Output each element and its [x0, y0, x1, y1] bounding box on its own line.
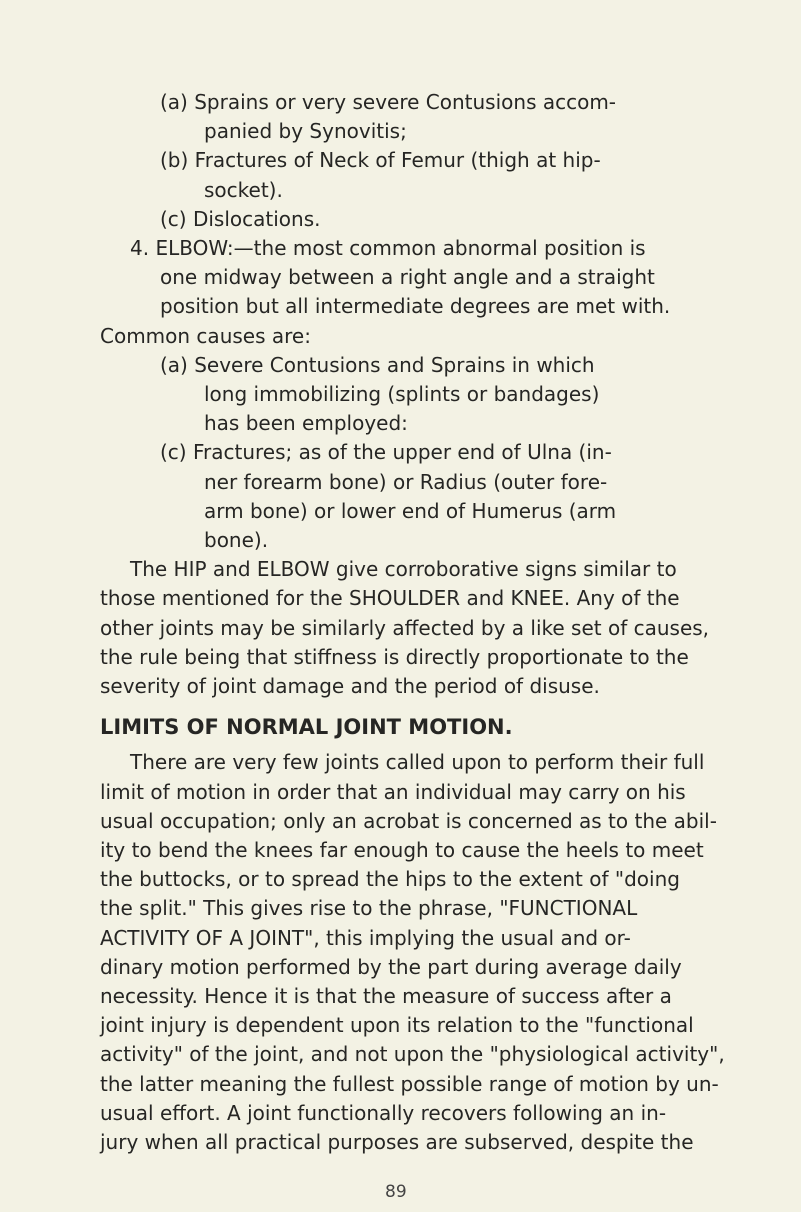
- body-line-1: There are very few joints called upon to perform their full: [130, 750, 705, 774]
- elbow-cause-a-line2: long immobilizing (splints or bandages): [204, 382, 600, 406]
- body-line-7: ACTIVITY OF A JOINT", this implying the usual and or-: [100, 926, 631, 950]
- section-heading: LIMITS OF NORMAL JOINT MOTION.: [100, 715, 513, 739]
- body-line-5: the buttocks, or to spread the hips to the extent of "doing: [100, 867, 680, 891]
- elbow-cause-c-line4: bone).: [204, 528, 269, 552]
- body-line-14: jury when all practical purposes are subserved, despite the: [100, 1130, 694, 1154]
- hip-elbow-line1: The HIP and ELBOW give corroborative signs similar to: [130, 557, 677, 581]
- list-item-a-line1: (a) Sprains or very severe Contusions accom-: [160, 90, 617, 114]
- elbow-cause-c-line1: (c) Fractures; as of the upper end of Ulna (in-: [160, 440, 612, 464]
- elbow-cause-c-line2: ner forearm bone) or Radius (outer fore-: [204, 470, 608, 494]
- page-number: 89: [385, 1182, 407, 1202]
- common-causes-label: Common causes are:: [100, 324, 311, 348]
- elbow-line2: one midway between a right angle and a straight: [160, 265, 655, 289]
- body-line-6: the split." This gives rise to the phrase, "FUNCTIONAL: [100, 896, 638, 920]
- elbow-cause-c-line3: arm bone) or lower end of Humerus (arm: [204, 499, 617, 523]
- body-line-9: necessity. Hence it is that the measure of success after a: [100, 984, 672, 1008]
- elbow-line3: position but all intermediate degrees are met with.: [160, 294, 671, 318]
- list-item-a-line2: panied by Synovitis;: [204, 119, 407, 143]
- body-line-10: joint injury is dependent upon its relation to the "functional: [100, 1013, 694, 1037]
- body-line-2: limit of motion in order that an individual may carry on his: [100, 780, 686, 804]
- hip-elbow-line5: severity of joint damage and the period of disuse.: [100, 674, 600, 698]
- body-line-13: usual effort. A joint functionally recovers following an in-: [100, 1101, 667, 1125]
- body-line-4: ity to bend the knees far enough to cause the heels to meet: [100, 838, 704, 862]
- hip-elbow-line4: the rule being that stiffness is directly proportionate to the: [100, 645, 689, 669]
- elbow-cause-a-line3: has been employed:: [204, 411, 408, 435]
- list-item-b-line1: (b) Fractures of Neck of Femur (thigh at hip-: [160, 148, 601, 172]
- hip-elbow-line2: those mentioned for the SHOULDER and KNEE. Any of the: [100, 586, 680, 610]
- list-item-c: (c) Dislocations.: [160, 207, 321, 231]
- elbow-heading-line: 4. ELBOW:—the most common abnormal position is: [130, 236, 646, 260]
- hip-elbow-line3: other joints may be similarly affected by a like set of causes,: [100, 616, 710, 640]
- body-line-12: the latter meaning the fullest possible range of motion by un-: [100, 1072, 719, 1096]
- body-line-8: dinary motion performed by the part during average daily: [100, 955, 682, 979]
- list-item-b-line2: socket).: [204, 178, 283, 202]
- elbow-cause-a-line1: (a) Severe Contusions and Sprains in which: [160, 353, 595, 377]
- body-line-11: activity" of the joint, and not upon the "physiological activity",: [100, 1042, 725, 1066]
- body-line-3: usual occupation; only an acrobat is concerned as to the abil-: [100, 809, 717, 833]
